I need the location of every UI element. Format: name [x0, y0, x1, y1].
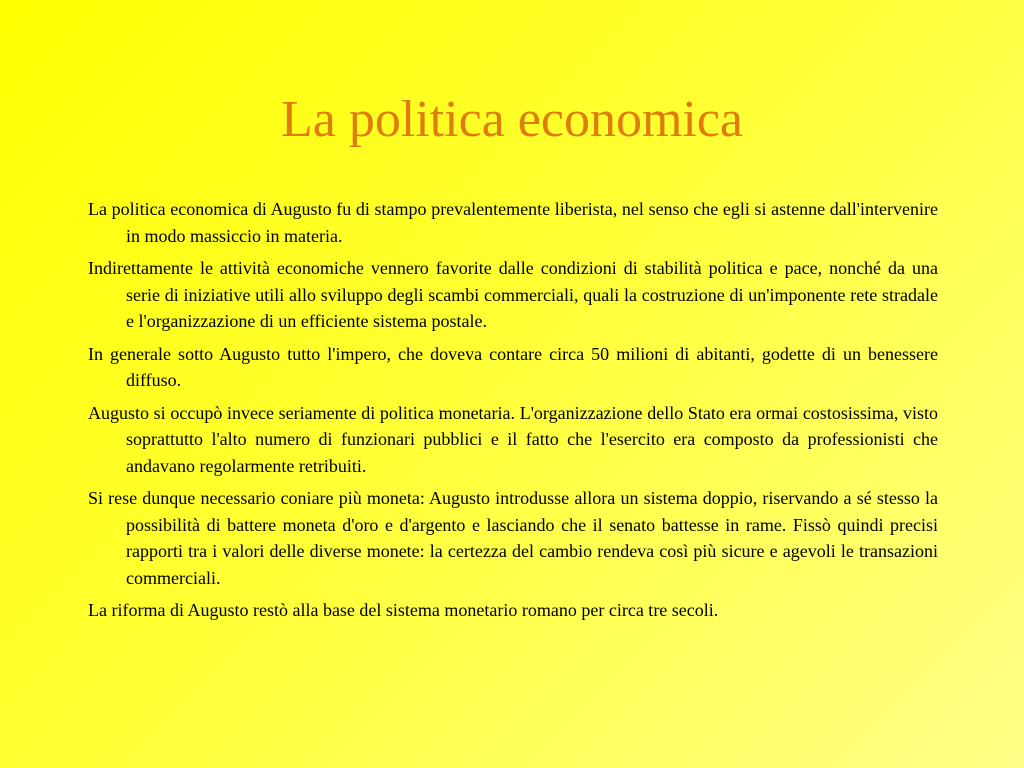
body-paragraph: In generale sotto Augusto tutto l'impero, che doveva contare circa 50 milioni di abitanti, godette di un benessere diffuso. — [88, 343, 938, 390]
body-paragraph: Indirettamente le attività economiche vennero favorite dalle condizioni di stabilità politica e pace, nonché da una serie di iniziative utili allo sviluppo degli scambi commerciali, quali la costruzione di un'imponente rete stradale e l'organizzazione di un efficiente sistema postale. — [88, 258, 938, 331]
body-paragraph: Augusto si occupò invece seriamente di politica monetaria. L'organizzazione dello Stato era ormai costosissima, visto soprattutto l'alto numero di funzionari pubblici e il fatto che l'esercito era composto da professionisti che andavano regolarmente retribuiti. — [88, 402, 938, 476]
body-paragraph: La politica economica di Augusto fu di stampo prevalentemente liberista, nel senso che egli si astenne dall'intervenire in modo massiccio in materia. — [88, 199, 938, 246]
slide-body — [88, 196, 938, 630]
slide-title: La politica economica — [280, 91, 743, 148]
body-paragraph: Si rese dunque necessario coniare più moneta: Augusto introdusse allora un sistema doppio, riservando a sé stesso la possibilità di battere moneta d'oro e d'argento e lasciando che il senato battesse in rame. Fissò quindi precisi rapporti tra i valori delle diverse monete: la certezza del cambio rendeva così più sicure e agevoli le transazioni commerciali. — [88, 488, 938, 588]
body-paragraph: La riforma di Augusto restò alla base del sistema monetario romano per circa tre secoli. — [88, 600, 719, 620]
